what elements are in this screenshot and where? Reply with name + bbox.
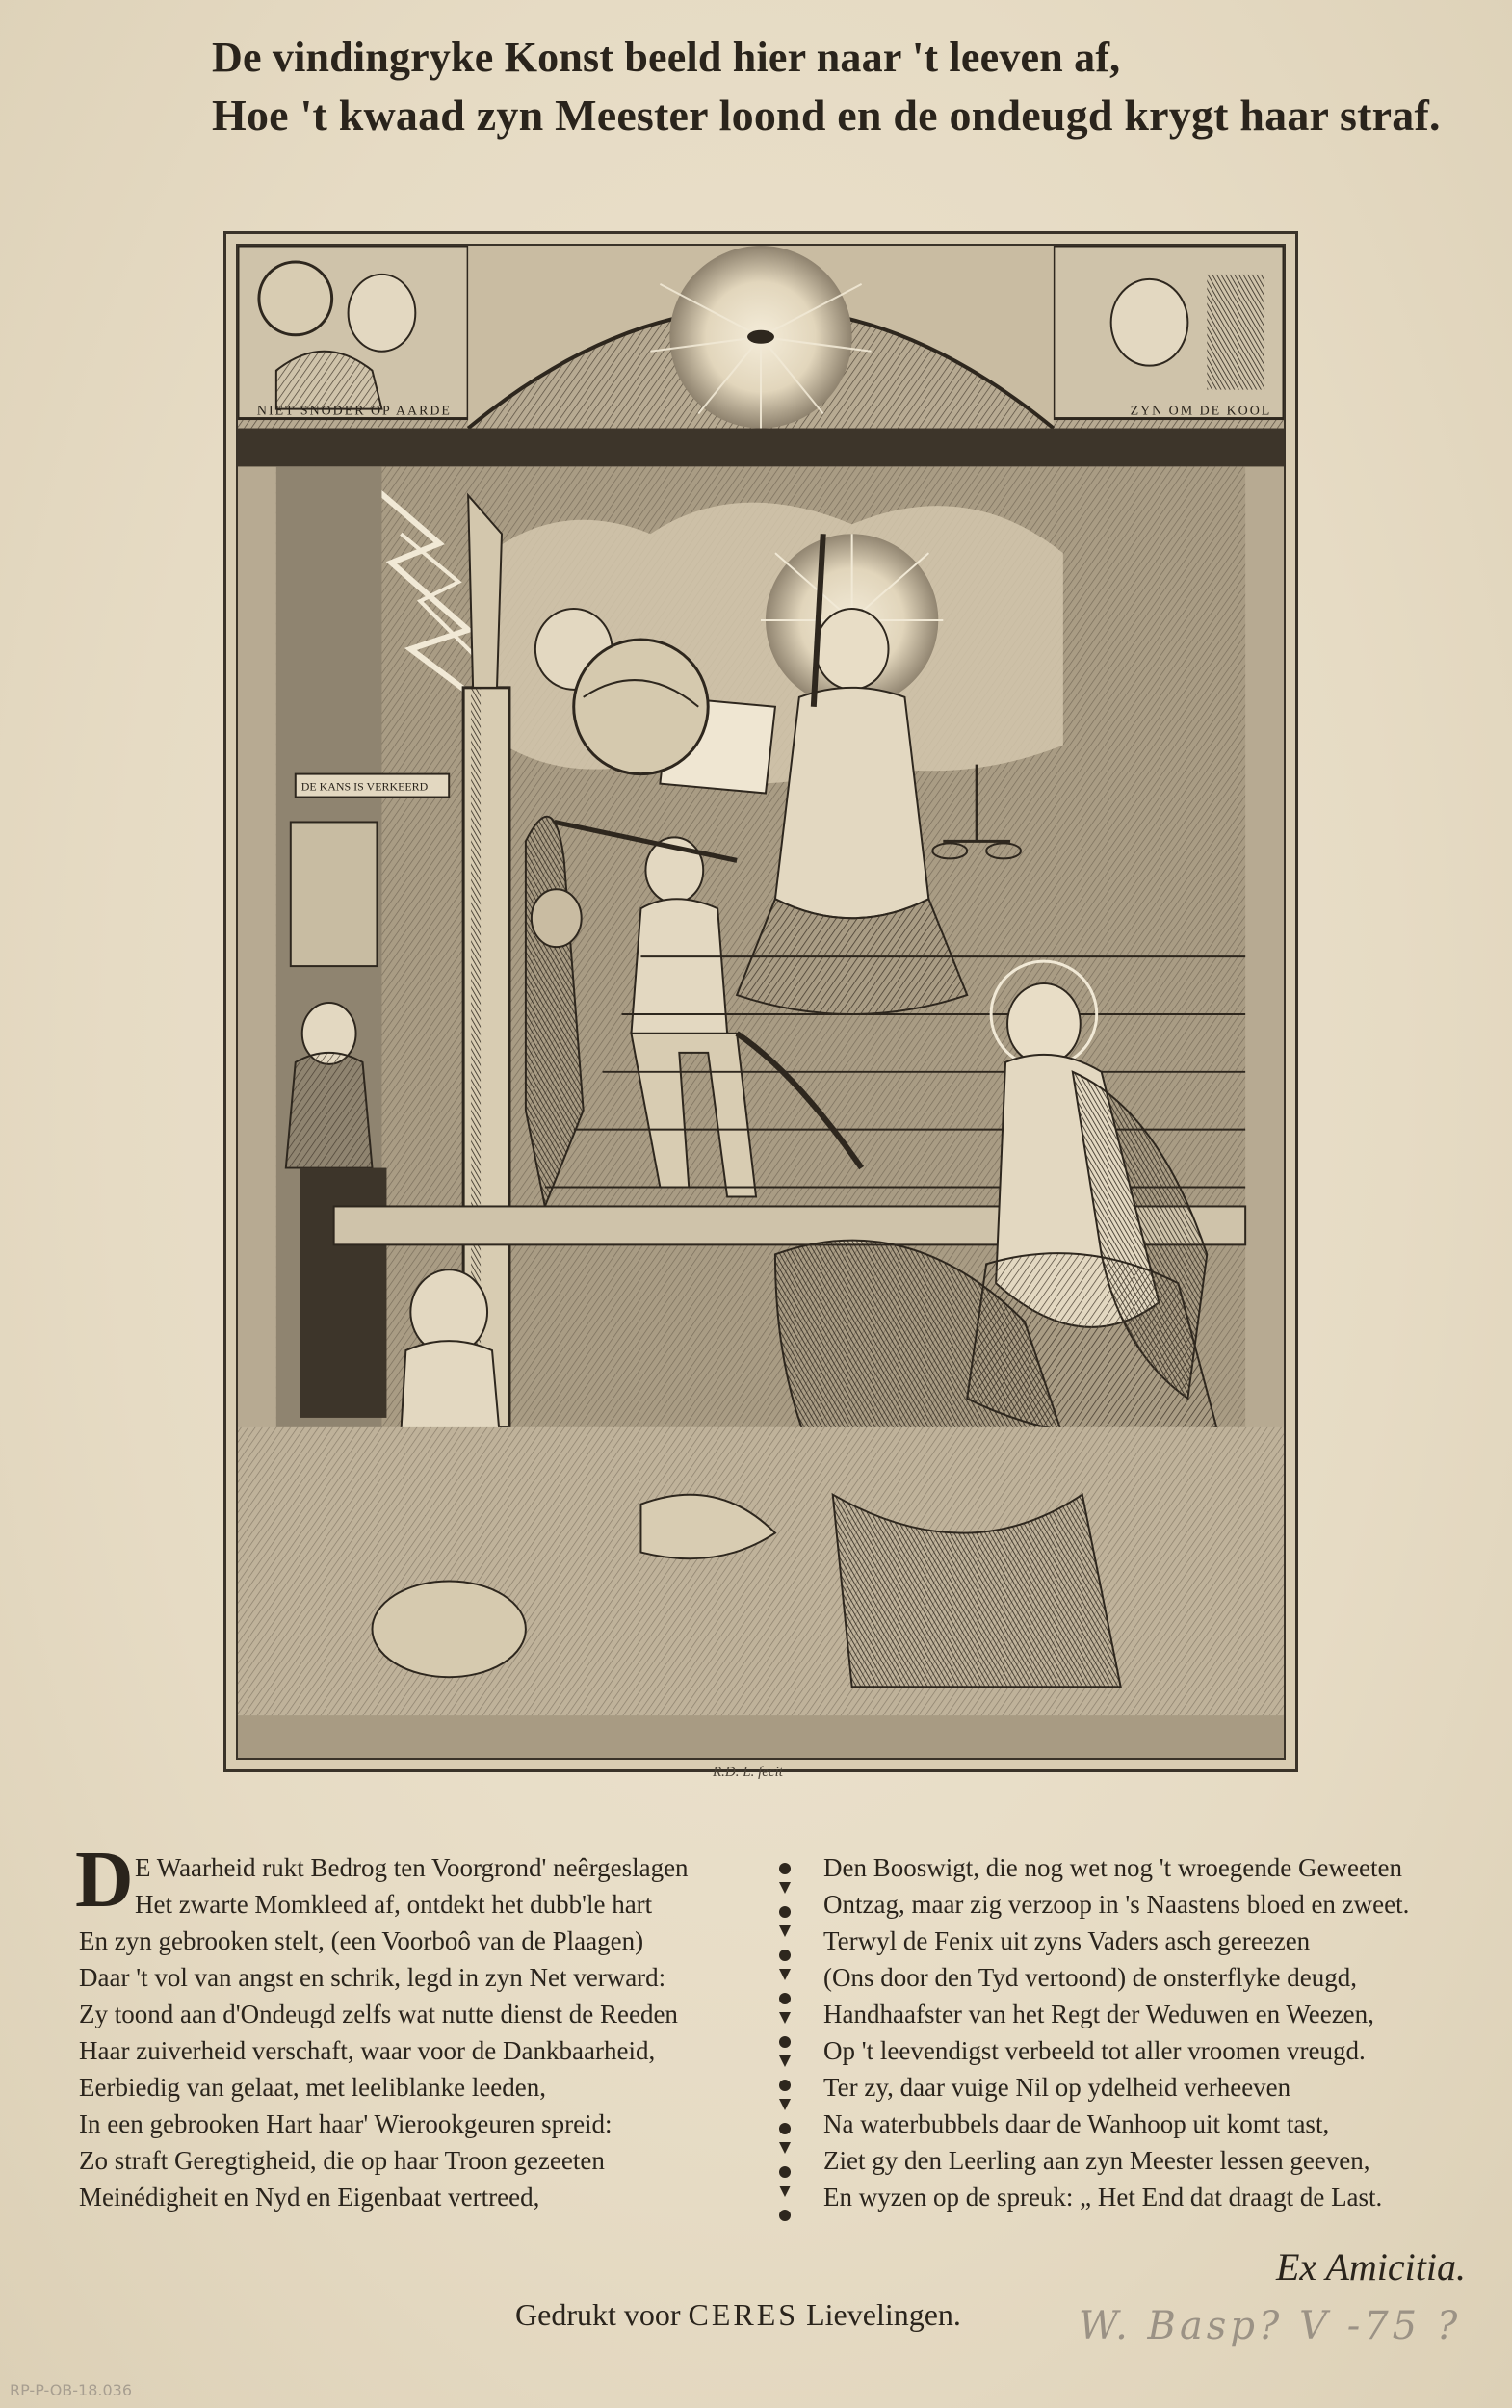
poem-line: Na waterbubbels daar de Wanhoop uit komt tast, — [823, 2109, 1330, 2138]
title-line-1: De vindingryke Konst beeld hier naar 't leeven af, — [212, 34, 1121, 81]
poem-line: Handhaafster van het Regt der Weduwen en Weezen, — [823, 2000, 1374, 2028]
poem-left-column — [75, 1835, 734, 2215]
closing-signature: Ex Amicitia. — [1276, 2245, 1466, 2289]
title-line-2: Hoe 't kwaad zyn Meester loond en de ondeugd krygt haar straf. — [212, 91, 1441, 140]
poem-line: Ter zy, daar vuige Nil op ydelheid verheeven — [823, 2073, 1291, 2102]
poem-line: In een gebrooken Hart haar' Wierookgeuren spreid: — [79, 2109, 613, 2138]
poem-line: Haar zuiverheid verschaft, waar voor de Dankbaarheid, — [79, 2036, 656, 2065]
poem-line: Den Booswigt, die nog wet nog 't wroegende Geweeten — [823, 1853, 1402, 1882]
engraving-illustration — [238, 246, 1284, 1758]
poem-line: En zyn gebrooken stelt, (een Voorboô van de Plaagen) — [79, 1926, 644, 1955]
poem-line: Terwyl de Fenix uit zyns Vaders asch gereezen — [823, 1926, 1311, 1955]
poem-line: En wyzen op de spreuk: „ Het End dat draagt de Last. — [823, 2183, 1383, 2212]
sign-text: DE KANS IS VERKEERD — [300, 779, 429, 794]
imprint-after: Lievelingen. — [806, 2297, 961, 2332]
collection-stamp: RP-P-OB-18.036 — [10, 2381, 133, 2399]
printer-imprint — [515, 2297, 961, 2333]
poem-dropcap: D — [75, 1835, 134, 1924]
engraving-plate — [223, 231, 1298, 1772]
poem-line: Zo straft Geregtigheid, die op haar Troon gezeeten — [79, 2146, 605, 2175]
imprint-caps: CERES — [688, 2297, 799, 2332]
poem-line: Meinédigheit en Nyd en Eigenbaat vertreed, — [79, 2183, 540, 2212]
poem-line: Eerbiedig van gelaat, met leeliblanke leeden, — [79, 2073, 547, 2102]
poem-line: Daar 't vol van angst en schrik, legd in zyn Net verward: — [79, 1963, 666, 1992]
handwritten-annotation: W. Basp? V -75 ? — [1079, 2304, 1462, 2348]
poem-line: E Waarheid rukt Bedrog ten Voorgrond' neêrgeslagen — [135, 1853, 689, 1882]
engraving-image — [236, 244, 1286, 1760]
title-block — [212, 29, 1464, 144]
poem-line: Zy toond aan d'Ondeugd zelfs wat nutte dienst de Reeden — [79, 2000, 678, 2028]
banner-left-text: NIET SNODER OP AARDE — [256, 404, 452, 419]
poem-right-column — [823, 1849, 1478, 2215]
poem-line: (Ons door den Tyd vertoond) de onsterflyke deugd, — [823, 1963, 1357, 1992]
imprint-before: Gedrukt voor — [515, 2297, 681, 2332]
banner-right-text: ZYN OM DE KOOL — [1130, 404, 1272, 419]
poem-line: Ontzag, maar zig verzoop in 's Naastens bloed en zweet. — [823, 1890, 1410, 1919]
poem-line: Ziet gy den Leerling aan zyn Meester lessen geeven, — [823, 2146, 1370, 2175]
poem-line: Op 't leevendigst verbeeld tot aller vroomen vreugd. — [823, 2036, 1366, 2065]
engraver-signature: R.D. L. fecit — [713, 1765, 783, 1780]
poem-line: Het zwarte Momkleed af, ontdekt het dubb'le hart — [135, 1890, 653, 1919]
ornamental-divider — [770, 1859, 799, 2235]
